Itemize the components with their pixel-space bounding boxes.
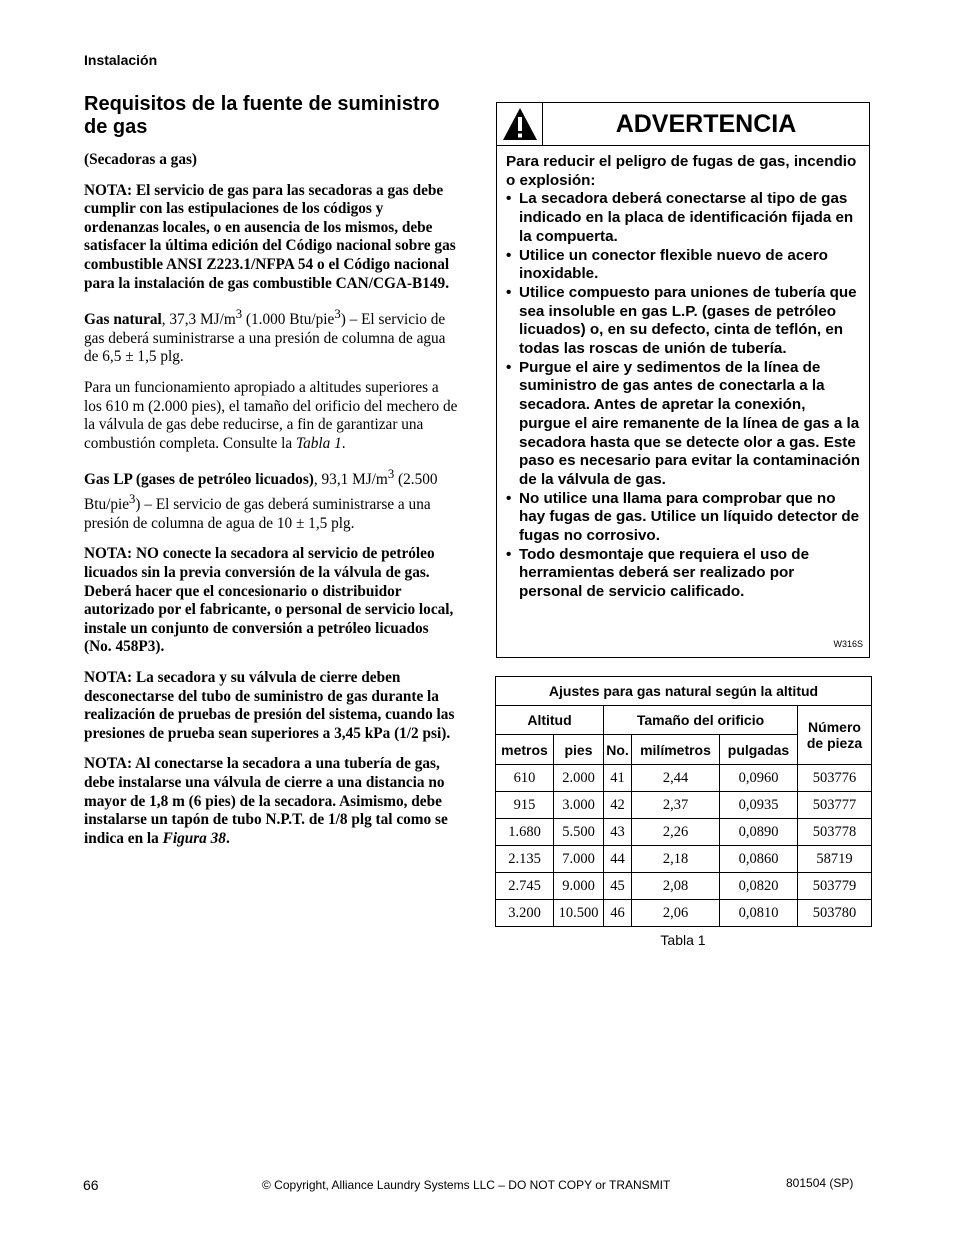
cell-pieza: 503778	[798, 819, 872, 846]
cell-metros: 1.680	[496, 819, 554, 846]
group-altitud: Altitud	[496, 706, 604, 735]
warning-list	[506, 190, 861, 601]
warning-item: • No utilice una llama para comprobar que no hay fugas de gas. Utilice un líquido detector de fugas no corrosivo.	[506, 490, 861, 546]
table-title: Ajustes para gas natural según la altitud	[496, 677, 872, 706]
nota-conexion-text: NOTA: Al conectarse la secadora a una tubería de gas, debe instalarse una válvula de cierre a una distancia no mayor de 1,8 m (6 pies) de la secadora. Asimismo, debe instalarse un tapón de tubo N.P.T. de 1/8 plg tal como se indica en la	[84, 755, 448, 847]
cell-milimetros: 2,44	[632, 765, 720, 792]
col-pulgadas: pulgadas	[720, 735, 798, 765]
cell-milimetros: 2,18	[632, 846, 720, 873]
cell-no: 46	[604, 900, 632, 927]
col-metros: metros	[496, 735, 554, 765]
cell-pies: 10.500	[554, 900, 604, 927]
copyright-notice: © Copyright, Alliance Laundry Systems LLC – DO NOT COPY or TRANSMIT	[262, 1178, 671, 1192]
gas-natural-sup-1: 3	[235, 307, 243, 322]
group-orificio: Tamaño del orificio	[604, 706, 798, 735]
cell-pulgadas: 0,0820	[720, 873, 798, 900]
warning-code: W316S	[833, 639, 863, 649]
cell-pulgadas: 0,0860	[720, 846, 798, 873]
nota-conexion-tuberia	[84, 755, 460, 848]
cell-pies: 7.000	[554, 846, 604, 873]
cell-pulgadas: 0,0810	[720, 900, 798, 927]
table-row	[496, 900, 872, 927]
cell-milimetros: 2,26	[632, 819, 720, 846]
table-row	[496, 819, 872, 846]
cell-no: 42	[604, 792, 632, 819]
gas-lp-paragraph	[84, 465, 460, 533]
cell-metros: 610	[496, 765, 554, 792]
nota-valvula-cierre: NOTA: La secadora y su válvula de cierre deben desconectarse del tubo de suministro de gas durante la realización de pruebas de presión del sistema, cuando las presiones de prueba sean superiores a 3,45 kPa (1/2 psi).	[84, 668, 455, 742]
warning-intro: Para reducir el peligro de fugas de gas, incendio o explosión:	[506, 153, 857, 189]
document-number: 801504 (SP)	[786, 1176, 854, 1190]
gas-lp-text-1: , 93,1 MJ/m	[313, 471, 388, 489]
gas-natural-label: Gas natural	[84, 311, 162, 329]
page-number: 66	[83, 1177, 99, 1193]
warning-item: • Utilice compuesto para uniones de tubería que sea insoluble en gas L.P. (gases de petróleo licuados) o, en su defecto, cinta de teflón, en todas las roscas de unión de tubería.	[506, 284, 861, 359]
cell-pulgadas: 0,0935	[720, 792, 798, 819]
cell-pieza: 58719	[798, 846, 872, 873]
cell-pies: 5.500	[554, 819, 604, 846]
page-title: Requisitos de la fuente de suministro de gas	[84, 93, 440, 138]
cell-milimetros: 2,37	[632, 792, 720, 819]
warning-header	[497, 103, 869, 146]
warning-item: • Todo desmontaje que requiera el uso de herramientas deberá ser realizado por personal de servicio calificado.	[506, 546, 861, 602]
cell-pieza: 503780	[798, 900, 872, 927]
altitud-paragraph	[84, 379, 460, 453]
section-header: Instalación	[84, 52, 158, 68]
cell-no: 43	[604, 819, 632, 846]
cell-milimetros: 2,08	[632, 873, 720, 900]
cell-pieza: 503777	[798, 792, 872, 819]
figura-38-reference: Figura 38	[162, 829, 226, 847]
tabla-1-reference: Tabla 1	[296, 434, 342, 452]
table-row	[496, 792, 872, 819]
gas-lp-sup-1: 3	[387, 467, 395, 482]
subtitle: (Secadoras a gas)	[84, 151, 198, 168]
table-row	[496, 873, 872, 900]
cell-pies: 9.000	[554, 873, 604, 900]
cell-pieza: 503779	[798, 873, 872, 900]
warning-icon-cell	[497, 103, 543, 145]
warning-title: ADVERTENCIA	[615, 109, 797, 138]
cell-no: 44	[604, 846, 632, 873]
cell-pulgadas: 0,0890	[720, 819, 798, 846]
col-pies: pies	[554, 735, 604, 765]
cell-metros: 2.745	[496, 873, 554, 900]
cell-pies: 2.000	[554, 765, 604, 792]
nota-servicio-gas: NOTA: El servicio de gas para las secadoras a gas debe cumplir con las estipulaciones de los códigos y ordenanzas locales, o en ausencia de los mismos, debe satisfacer la última edición del Código nacional sobre gas combustible ANSI Z223.1/NFPA 54 o el Código nacional para la instalación de gas combustible CAN/CGA-B149.	[84, 181, 456, 292]
cell-no: 41	[604, 765, 632, 792]
cell-milimetros: 2,06	[632, 900, 720, 927]
gas-natural-paragraph	[84, 305, 460, 367]
altitud-end: .	[341, 434, 346, 452]
cell-pulgadas: 0,0960	[720, 765, 798, 792]
cell-metros: 915	[496, 792, 554, 819]
warning-triangle-icon	[502, 107, 538, 141]
left-column	[84, 93, 460, 860]
table-caption: Tabla 1	[660, 932, 706, 948]
altitud-text: Para un funcionamiento apropiado a altitudes superiores a los 610 m (2.000 pies), el tamaño del orificio del mechero de la válvula de gas debe reducirse, a fin de garantizar una combustión completa. Consulte la	[84, 379, 458, 452]
altitude-table	[495, 676, 872, 927]
gas-natural-text-1: , 37,3 MJ/m	[161, 311, 236, 329]
nota-conversion-lp: NOTA: NO conecte la secadora al servicio de petróleo licuados sin la previa conversión de la válvula de gas. Deberá hacer que el concesionario o distribuidor autorizado por el fabricante, o personal de servicio local, instale un conjunto de conversión a petróleo licuados (No. 458P3).	[84, 545, 454, 656]
col-milimetros: milímetros	[632, 735, 720, 765]
gas-natural-sup-2: 3	[334, 307, 341, 322]
gas-natural-text-3: ) – El servicio de gas deberá suministrarse a una presión de columna de agua de 6,5 ± 1,5 plg.	[84, 311, 446, 366]
cell-no: 45	[604, 873, 632, 900]
nota-conexion-end: .	[225, 829, 230, 847]
table-row	[496, 765, 872, 792]
col-no: No.	[604, 735, 632, 765]
warning-item: • Utilice un conector flexible nuevo de acero inoxidable.	[506, 247, 861, 284]
warning-box	[496, 102, 870, 658]
warning-item: • La secadora deberá conectarse al tipo de gas indicado en la placa de identificación fijada en la compuerta.	[506, 190, 861, 246]
warning-body	[497, 146, 869, 602]
gas-lp-sup-2: 3	[129, 492, 136, 507]
warning-item: • Purgue el aire y sedimentos de la línea de suministro de gas antes de conectarla a la secadora. Antes de apretar la conexión, purgue el aire remanente de la línea de gas a la secadora hasta que se detecte olor a gas. Este paso es necesario para evitar la contaminación de la válvula de gas.	[506, 359, 861, 490]
cell-metros: 3.200	[496, 900, 554, 927]
gas-natural-text-2: (1.000 Btu/pie	[242, 311, 335, 329]
gas-lp-label: Gas LP (gases de petróleo licuados)	[84, 471, 314, 489]
gas-lp-text-2: (2.500 Btu/pie	[84, 471, 438, 514]
cell-pieza: 503776	[798, 765, 872, 792]
cell-metros: 2.135	[496, 846, 554, 873]
col-numero-pieza: Número de pieza	[798, 706, 872, 765]
cell-pies: 3.000	[554, 792, 604, 819]
table-row	[496, 846, 872, 873]
gas-lp-text-3: ) – El servicio de gas deberá suministrarse a una presión de columna de agua de 10 ± 1,5 plg.	[84, 496, 431, 532]
